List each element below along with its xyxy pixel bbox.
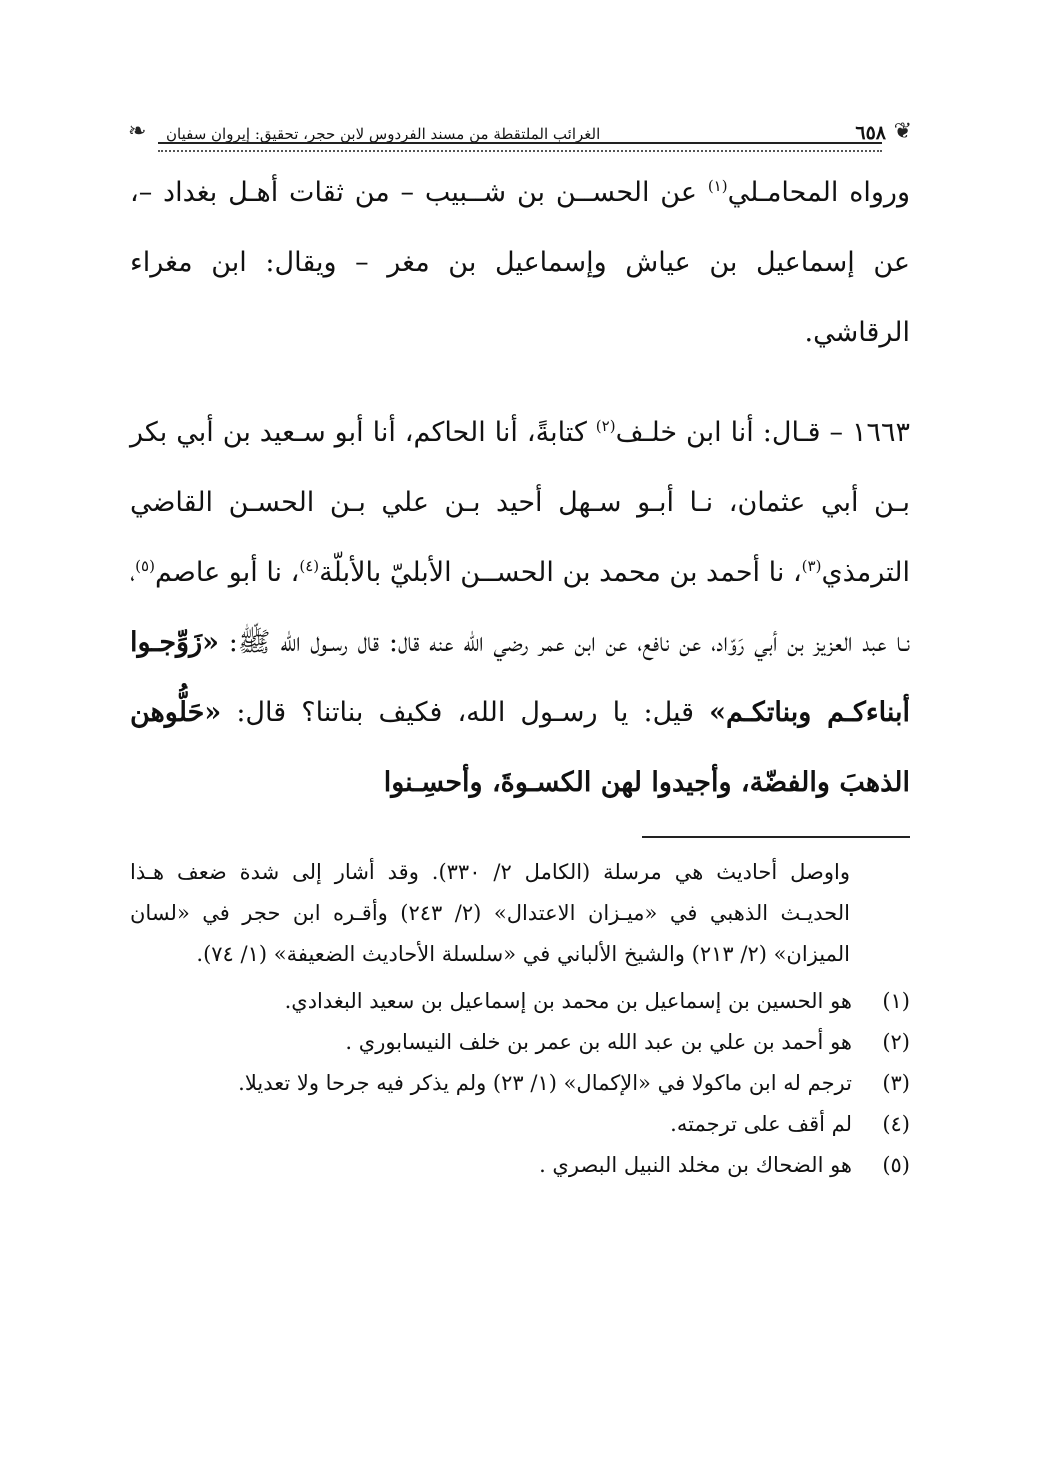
footnote-text: ترجم له ابن ماكولا في «الإكمال» (١/ ٢٣) ولم يذكر فيه جرحا ولا تعديلا. [238, 1071, 852, 1095]
text-segment: ، نا أبو عاصم [154, 557, 300, 588]
text-segment: كتابةً، أنا الحاكم، أنا أبو سـعيد بن أبي بكر بـن أبي عثمان، نـا أبـو سـهل أحيد بـن علي بـن الحسـن القاضي الترمذي [130, 417, 910, 588]
footnote-ref-4: (٤) [299, 557, 320, 575]
main-text [130, 158, 910, 818]
footnote-text: هو الضحاك بن مخلد النبيل البصري . [539, 1153, 852, 1177]
footnote-ref-3: (٣) [801, 557, 822, 575]
footnote-item [130, 1145, 910, 1186]
running-title: الغرائب الملتقطة من مسند الفردوس لابن حجر، تحقيق: إيروان سفيان [166, 125, 601, 143]
prophetic-quote-2: «حَلُّوهن الذهبَ والفضّة، وأجيدوا لهن الكسـوةَ، وأحسِـنوا [130, 697, 910, 798]
footnote-number: (٤) [882, 1112, 910, 1136]
footnote-item [130, 1104, 910, 1145]
running-header [130, 118, 910, 152]
ornament-left-icon: ❧ [128, 119, 147, 144]
footnote-continuation: واوصل أحاديث هي مرسلة (الكامل ٢/ ٣٣٠). وقد أشار إلى شدة ضعف هـذا الحديـث الذهبي في «ميـزان الاعتدال» (٢/ ٢٤٣) وأقـره ابن حجر في «لسان الميزان» (٢/ ٢١٣) والشيخ الألباني في «سلسلة الأحاديث الضعيفة» (١/ ٧٤). [130, 860, 850, 966]
footnote-item [130, 981, 910, 1022]
footnote-item [130, 1022, 910, 1063]
page-number: ٦٥٨ [855, 122, 886, 144]
prophetic-quote-1: «زَوِّجـوا أبناءكـم وبناتكـم» [130, 627, 910, 728]
footnote-text: هو أحمد بن علي بن عبد الله بن عمر بن خلف النيسابوري . [345, 1030, 852, 1054]
footnotes [130, 852, 910, 1186]
footnote-ref-2: (٢) [595, 417, 616, 435]
footnote-list [130, 981, 910, 1186]
footnote-number: (٢) [882, 1030, 910, 1054]
footnote-item [130, 1063, 910, 1104]
header-rule [158, 142, 882, 152]
footnote-ref-5: (٥) [135, 557, 155, 575]
text-segment: قيل: يا رسـول الله، فكيف بناتنا؟ قال: [221, 697, 710, 728]
text-segment: ١٦٦٣ – قـال: أنا ابن خلـف [615, 417, 910, 448]
footnote-number: (٥) [882, 1153, 910, 1177]
text-segment: عن الحســن بن شــبيب – من ثقات أهـل بغداد –، عن إسماعيل بن عياش وإسماعيل بن مغر – ويقال: ابن مغراء الرقاشي. [130, 177, 910, 348]
hadith-1663 [130, 398, 910, 818]
paragraph-1 [130, 158, 910, 368]
footnote-separator [642, 836, 910, 838]
ornament-right-icon: ❦ [893, 119, 912, 144]
footnote-text: لم أقف على ترجمته. [670, 1112, 852, 1136]
footnote-text: هو الحسين بن إسماعيل بن محمد بن إسماعيل بن سعيد البغدادي. [284, 989, 852, 1013]
footnote-number: (٣) [882, 1071, 910, 1095]
text-segment: ، نا أحمد بن محمد بن الحســن الأبليّ بالأبلّة [319, 557, 802, 588]
text-segment: ، نـا عبد العزيز بن أبي رَوّاد، عن نافع، عن ابن عمر رضي الله عنه قال: قال رسـول الله ﷺ: [130, 557, 910, 658]
footnote-ref-1: (١) [707, 177, 728, 195]
footnote-number: (١) [882, 989, 910, 1013]
text-segment: ورواه المحامـلي [727, 177, 910, 208]
